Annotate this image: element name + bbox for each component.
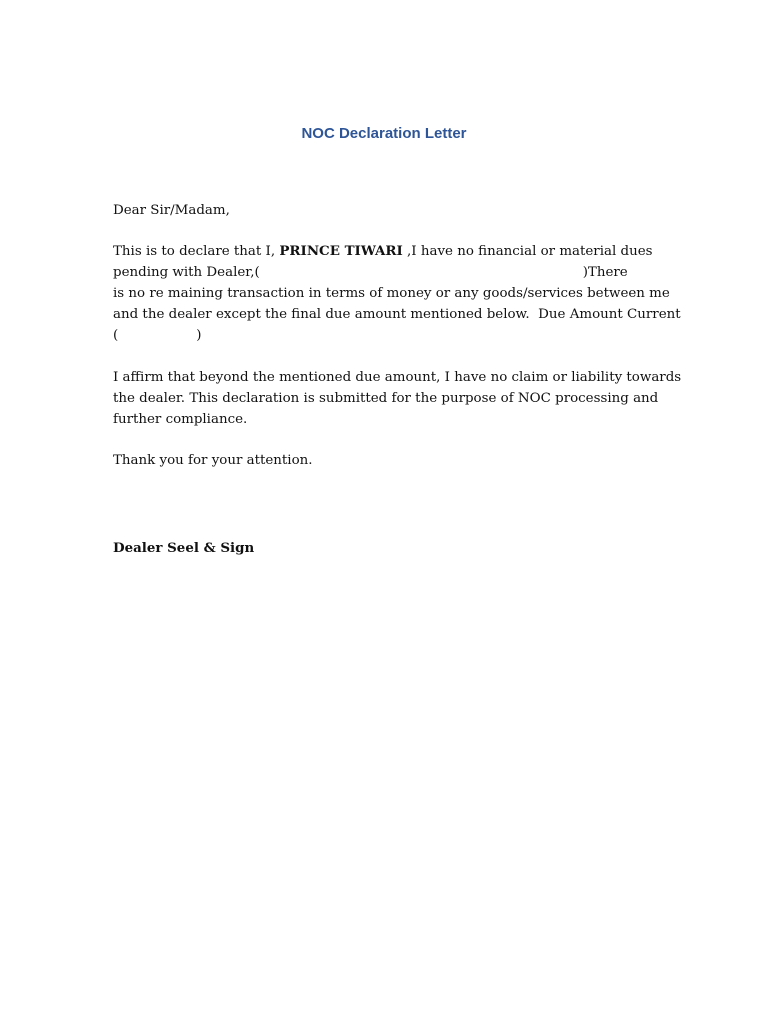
paragraph-line [113,325,658,346]
paragraph-line: further compliance. [113,412,248,427]
declaration-paragraph [113,241,681,346]
paragraph-line: is no re maining transaction in terms of money or any goods/services between me [113,286,670,301]
line-text: This is to declare that I, [113,244,280,259]
paragraph-line: I affirm that beyond the mentioned due amount, I have no claim or liability towards [113,370,682,385]
line-text: )There [582,265,628,280]
paragraph-line [113,262,658,283]
line-text: ) [196,328,202,343]
greeting: Dear Sir/Madam, [113,203,230,218]
line-text: pending with Dealer,( [113,265,260,280]
paragraph-line [113,241,658,262]
line-text: ,I have no financial or material dues [402,244,653,259]
page-title: NOC Declaration Letter [301,125,467,142]
paragraph-line: the dealer. This declaration is submitted for the purpose of NOC processing and [113,391,659,406]
affirmation-paragraph [113,367,682,430]
signature-label: Dealer Seel & Sign [113,540,255,556]
paragraph-line: and the dealer except the final due amount mentioned below. Due Amount Current [113,307,681,322]
closing-line: Thank you for your attention. [113,453,313,468]
line-text: ( [113,328,119,343]
declarant-name: PRINCE TIWARI [279,243,403,259]
